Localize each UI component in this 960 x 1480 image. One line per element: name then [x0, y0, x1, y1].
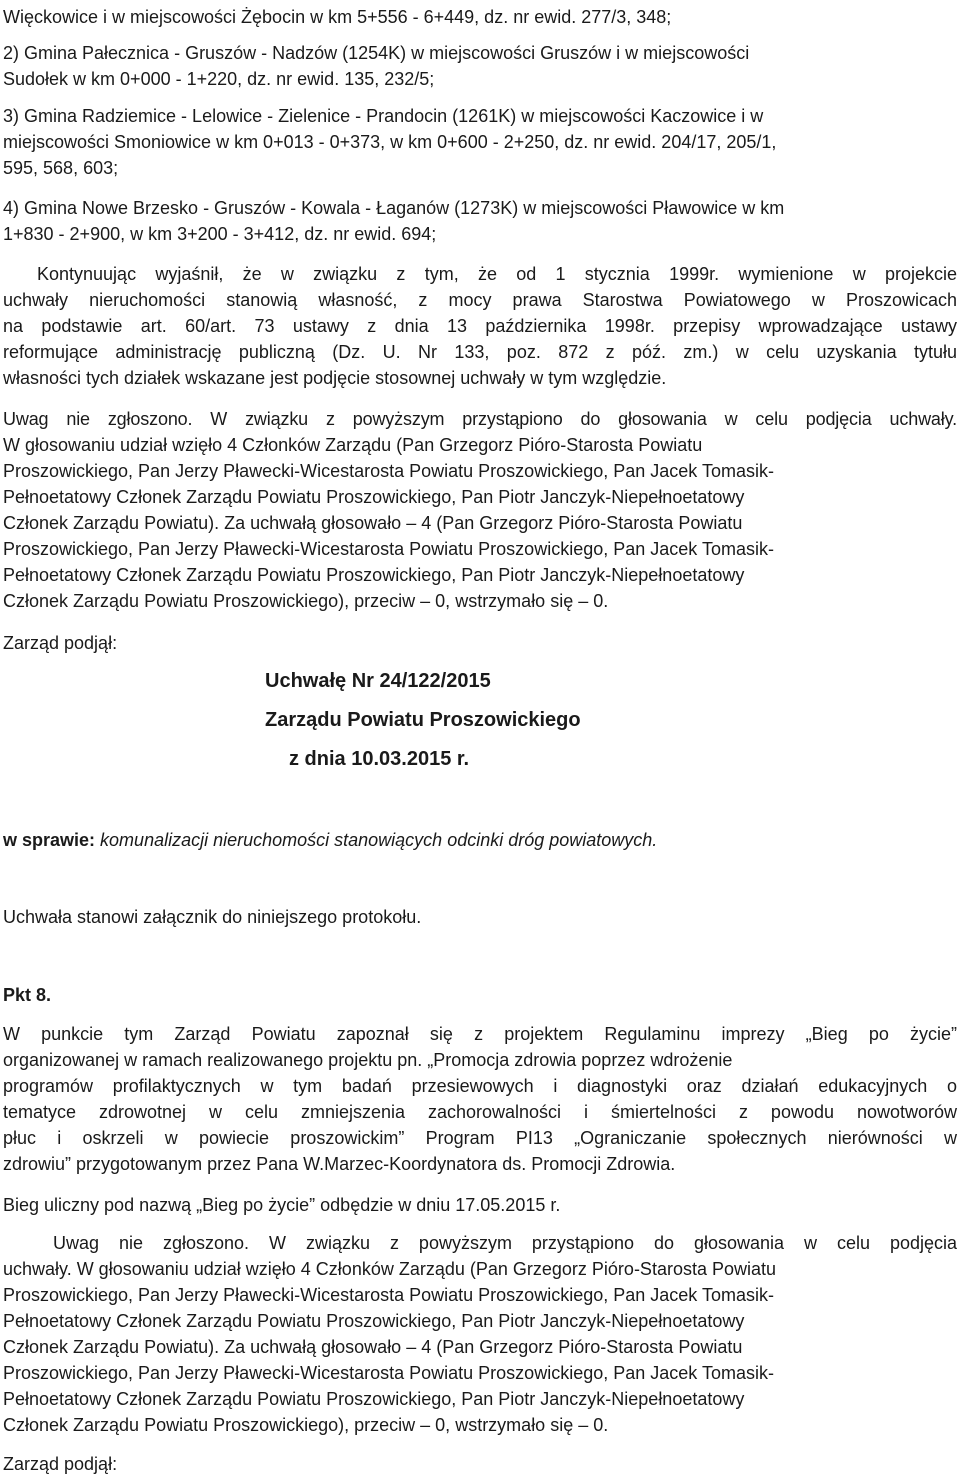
paragraph-road-list-4 — [3, 195, 957, 247]
paragraph-run-date — [3, 1192, 957, 1218]
text-line: 595, 568, 603; — [3, 158, 119, 178]
text-line: Pkt 8. — [3, 985, 52, 1005]
text-line: W punkcie tym Zarząd Powiatu zapoznał się z projektem Regulaminu imprezy „Bieg po życie” — [3, 1024, 957, 1044]
paragraph-explanation — [3, 261, 957, 391]
text-line: Pełnoetatowy Członek Zarządu Powiatu Proszowickiego, Pan Piotr Janczyk-Niepełnoetatowy — [3, 487, 745, 507]
text-line: Kontynuując wyjaśnił, że w związku z tym, że od 1 stycznia 1999r. wymienione w projekcie — [37, 264, 957, 284]
text-line: Więckowice i w miejscowości Żębocin w km 5+556 - 6+449, dz. nr ewid. 277/3, 348; — [3, 7, 672, 27]
text-line: 2) Gmina Pałecznica - Gruszów - Nadzów (1254K) w miejscowości Gruszów i w miejscowości — [3, 43, 750, 63]
text-line: Pełnoetatowy Członek Zarządu Powiatu Proszowickiego, Pan Piotr Janczyk-Niepełnoetatowy — [3, 1389, 745, 1409]
paragraph-vote-2 — [3, 1230, 957, 1438]
paragraph-road-list-1 — [3, 4, 957, 30]
text-line: uchwały. W głosowaniu udział wzięło 4 Członków Zarządu (Pan Grzegorz Pióro-Starosta Powiatu — [3, 1259, 777, 1279]
paragraph-road-list-2 — [3, 40, 957, 92]
text-line: tematyce zdrowotnej w celu zmniejszenia zachorowalności i śmiertelności z powodu nowotworów — [3, 1102, 957, 1122]
text-line: Członek Zarządu Powiatu). Za uchwałą głosowało – 4 (Pan Grzegorz Pióro-Starosta Powiatu — [3, 513, 743, 533]
text-line: zdrowiu” przygotowanym przez Pana W.Marzec-Koordynatora ds. Promocji Zdrowia. — [3, 1154, 676, 1174]
text-line: Proszowickiego, Pan Jerzy Pławecki-Wicestarosta Powiatu Proszowickiego, Pan Jacek Tomasik- — [3, 1285, 774, 1305]
text-line: własności tych działek wskazane jest podjęcie stosownej uchwały w tym względzie. — [3, 368, 667, 388]
text-line: reformujące administrację publiczną (Dz. U. Nr 133, poz. 872 z póź. zm.) w celu uzyskania tytułu — [3, 342, 957, 362]
decision-label — [3, 630, 957, 656]
text-line: Uchwała stanowi załącznik do niniejszego protokołu. — [3, 907, 422, 927]
text-line: Pełnoetatowy Członek Zarządu Powiatu Proszowickiego, Pan Piotr Janczyk-Niepełnoetatowy — [3, 1311, 745, 1331]
text-line: Członek Zarządu Powiatu). Za uchwałą głosowało – 4 (Pan Grzegorz Pióro-Starosta Powiatu — [3, 1337, 743, 1357]
text-line: Proszowickiego, Pan Jerzy Pławecki-Wicestarosta Powiatu Proszowickiego, Pan Jacek Tomasik- — [3, 1363, 774, 1383]
text-line: płuc i oskrzeli w powiecie proszowickim” Program PI13 „Ograniczanie społecznych nierówności w — [3, 1128, 957, 1148]
paragraph-road-list-3 — [3, 103, 957, 181]
text-line: Członek Zarządu Powiatu Proszowickiego), przeciw – 0, wstrzymało się – 0. — [3, 1415, 609, 1435]
subject-text: komunalizacji nieruchomości stanowiących odcinki dróg powiatowych. — [100, 830, 658, 850]
text-line: W głosowaniu udział wzięło 4 Członków Zarządu (Pan Grzegorz Pióro-Starosta Powiatu — [3, 435, 703, 455]
text-line: 3) Gmina Radziemice - Lelowice - Zielenice - Prandocin (1261K) w miejscowości Kaczowice i w — [3, 106, 764, 126]
text-line: Proszowickiego, Pan Jerzy Pławecki-Wicestarosta Powiatu Proszowickiego, Pan Jacek Tomasik- — [3, 461, 774, 481]
point-heading — [3, 982, 957, 1008]
text-line: Bieg uliczny pod nazwą „Bieg po życie” odbędzie w dniu 17.05.2015 r. — [3, 1195, 561, 1215]
text-line: Zarząd podjął: — [3, 633, 118, 653]
text-line: na podstawie art. 60/art. 73 ustawy z dnia 13 października 1998r. przepisy wprowadzające ustawy — [3, 316, 957, 336]
text-line: Proszowickiego, Pan Jerzy Pławecki-Wicestarosta Powiatu Proszowickiego, Pan Jacek Tomasik- — [3, 539, 774, 559]
text-line: Uwag nie zgłoszono. W związku z powyższym przystąpiono do głosowania w celu podjęcia — [53, 1233, 957, 1253]
resolution-issuer: Zarządu Powiatu Proszowickiego — [265, 709, 581, 731]
paragraph-run-regulation — [3, 1021, 957, 1177]
text-line: organizowanej w ramach realizowanego projektu pn. „Promocja zdrowia poprzez wdrożenie — [3, 1050, 733, 1070]
text-line: 4) Gmina Nowe Brzesko - Gruszów - Kowala - Łaganów (1273K) w miejscowości Pławowice w km — [3, 198, 785, 218]
text-line: uchwały nieruchomości stanowią własność, z mocy prawa Starostwa Powiatowego w Proszowicach — [3, 290, 957, 310]
paragraph-vote-1 — [3, 406, 957, 614]
subject-label: w sprawie: — [3, 830, 96, 850]
text-line: 1+830 - 2+900, w km 3+200 - 3+412, dz. nr ewid. 694; — [3, 224, 437, 244]
decision-label-2 — [3, 1451, 957, 1477]
resolution-subject — [3, 827, 957, 853]
resolution-date: z dnia 10.03.2015 r. — [289, 748, 470, 770]
attachment-note — [3, 904, 957, 930]
text-line: Pełnoetatowy Członek Zarządu Powiatu Proszowickiego, Pan Piotr Janczyk-Niepełnoetatowy — [3, 565, 745, 585]
text-line: Sudołek w km 0+000 - 1+220, dz. nr ewid. 135, 232/5; — [3, 69, 435, 89]
text-line: Członek Zarządu Powiatu Proszowickiego), przeciw – 0, wstrzymało się – 0. — [3, 591, 609, 611]
text-line: Zarząd podjął: — [3, 1454, 118, 1474]
text-line: miejscowości Smoniowice w km 0+013 - 0+373, w km 0+600 - 2+250, dz. nr ewid. 204/17, 205/1, — [3, 132, 777, 152]
text-line: programów profilaktycznych w tym badań przesiewowych i diagnostyki oraz działań edukacyjnych o — [3, 1076, 957, 1096]
text-line — [3, 827, 957, 853]
text-line: Uwag nie zgłoszono. W związku z powyższym przystąpiono do głosowania w celu podjęcia uchwały. — [3, 409, 957, 429]
resolution-title: Uchwałę Nr 24/122/2015 — [265, 670, 491, 692]
